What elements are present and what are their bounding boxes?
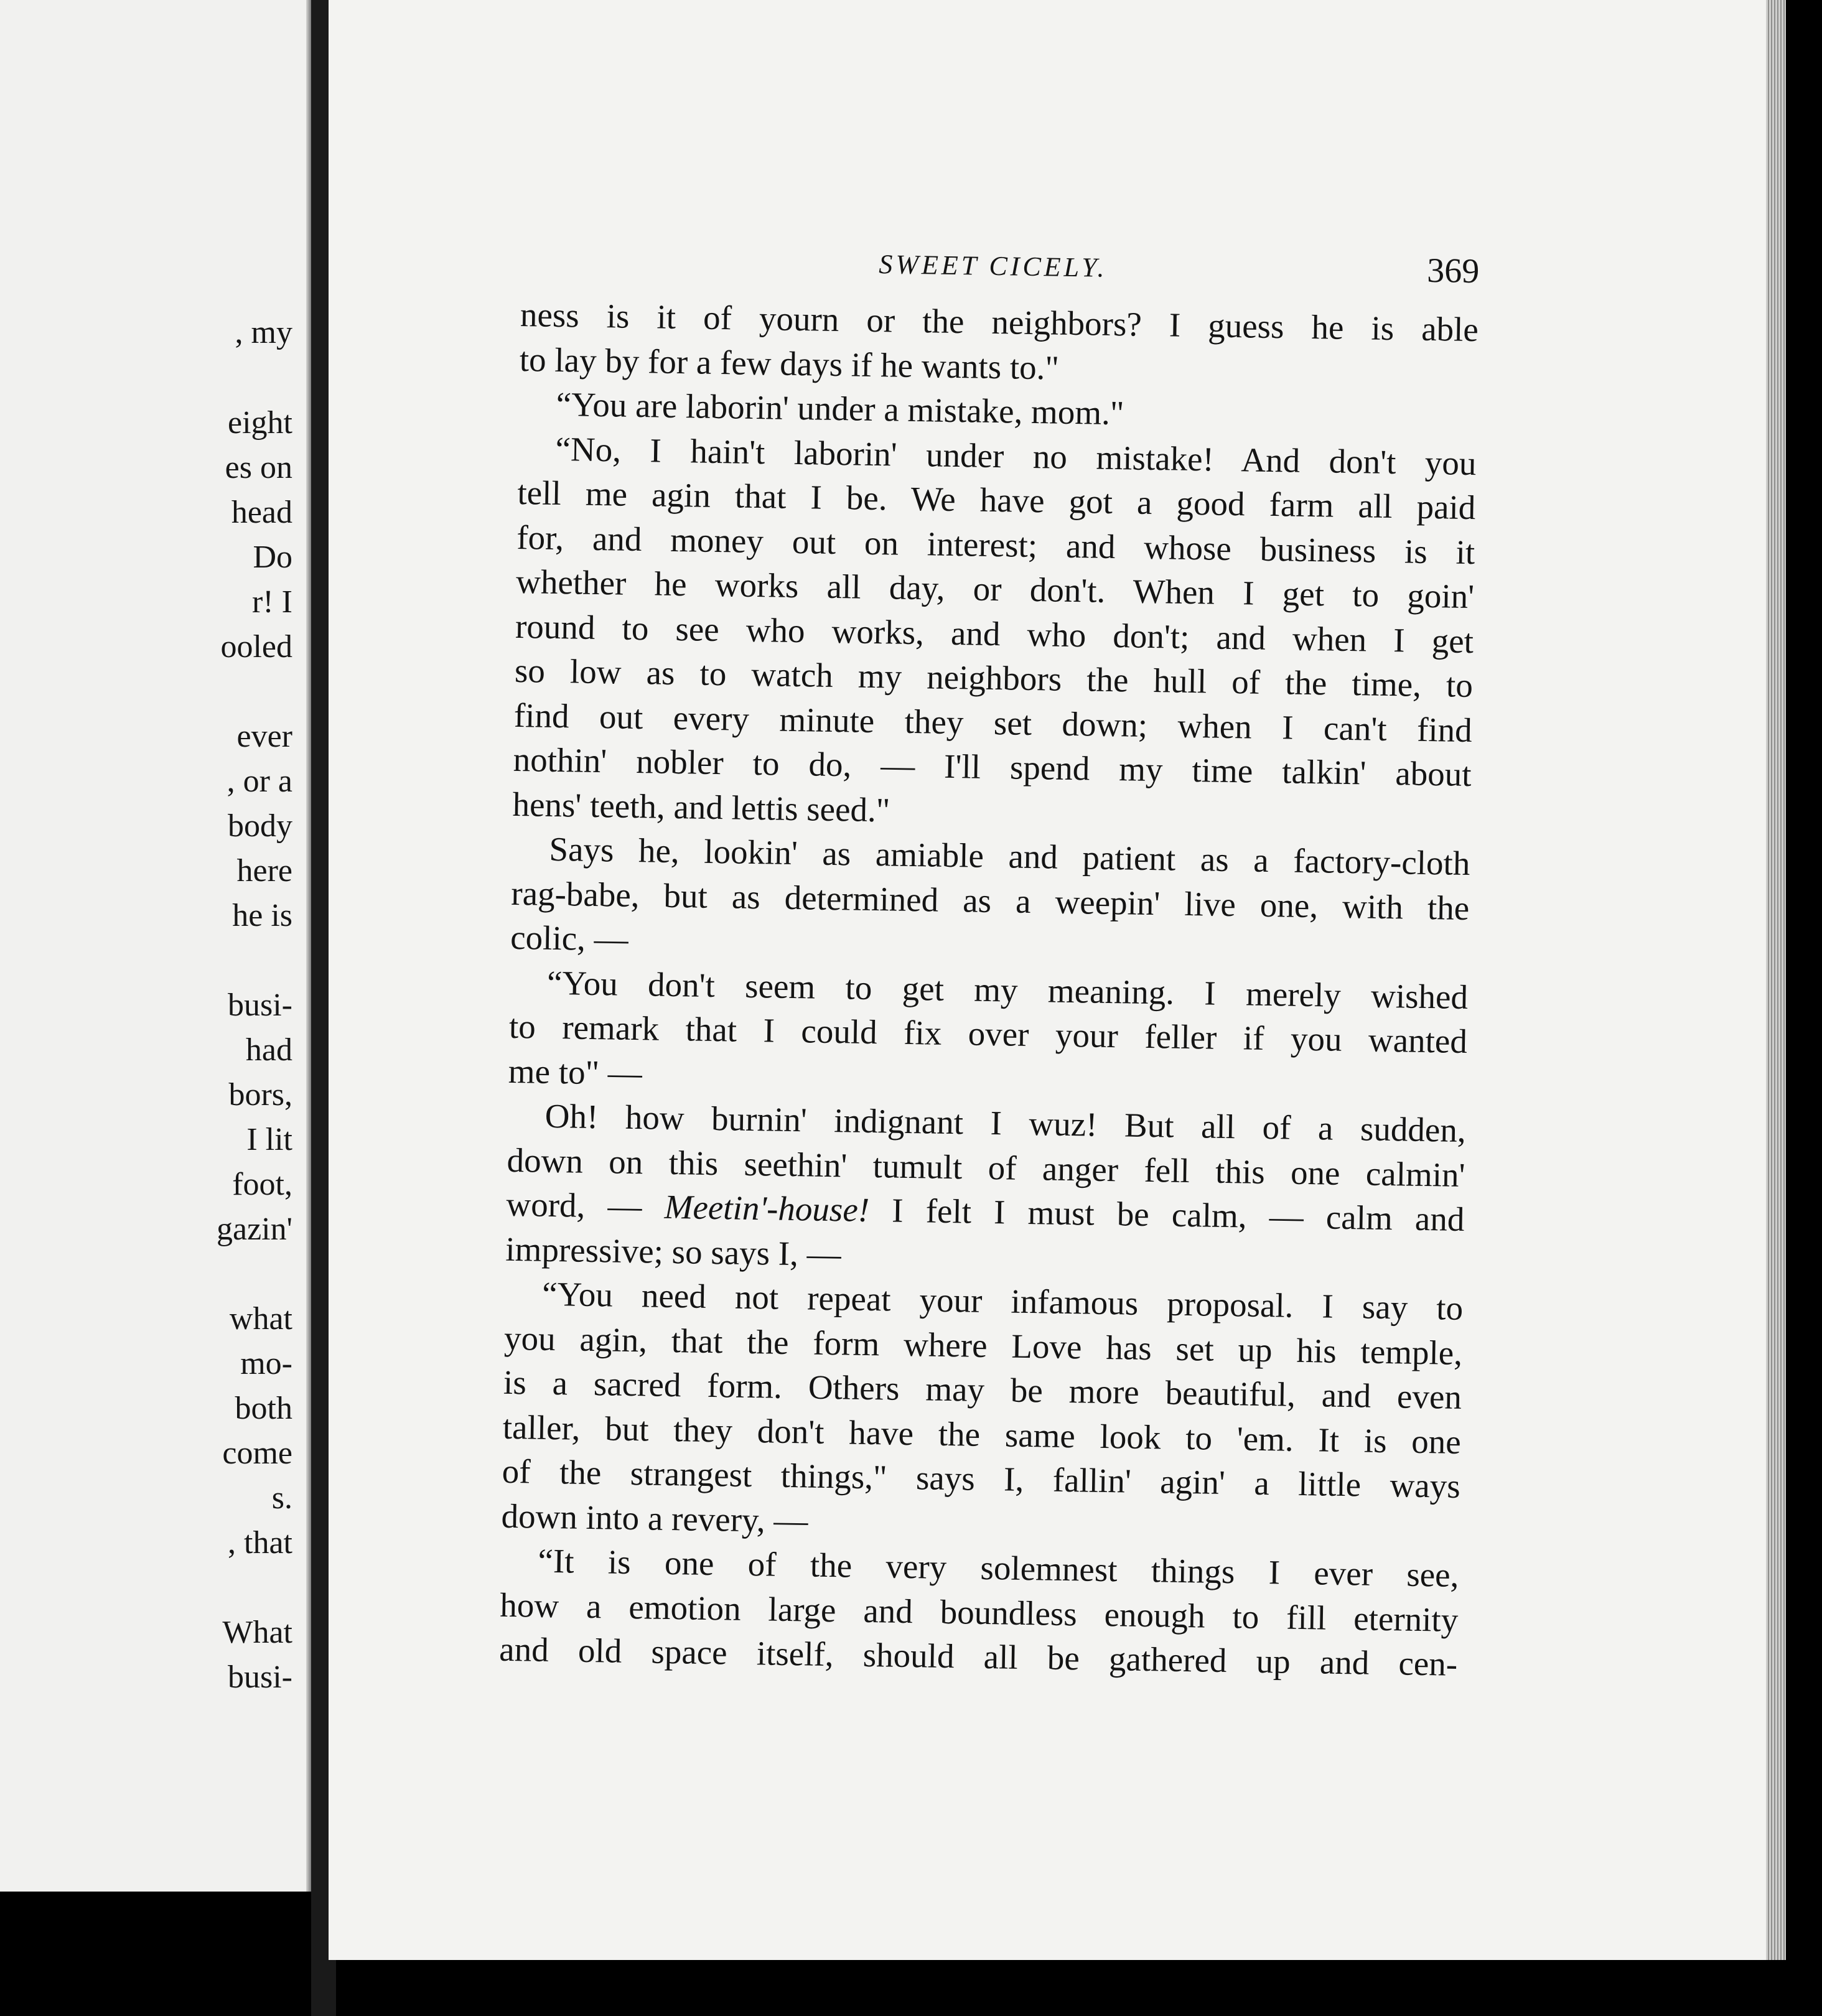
previous-page-line: busi- bbox=[228, 1659, 292, 1695]
text-line: Says he, lookin' as amiable and patient as a factory-cloth bbox=[549, 829, 1470, 883]
page-number: 369 bbox=[1426, 251, 1480, 291]
previous-page-line: es on bbox=[225, 450, 292, 485]
text-line: whether he works all day, or don't. When I get to goin' bbox=[515, 562, 1475, 616]
text-line: nothin' nobler to do, — I'll spend my time talkin' about bbox=[513, 740, 1472, 794]
text-line: round to see who works, and who don't; and when I get bbox=[515, 607, 1474, 660]
text-line: “It is one of the very solemnest things I ever see, bbox=[538, 1541, 1459, 1594]
previous-page-line: body bbox=[228, 808, 292, 844]
previous-page-line: bors, bbox=[228, 1077, 292, 1113]
text-line: colic, — bbox=[510, 918, 629, 958]
running-title: SWEET CICELY. bbox=[878, 249, 1108, 283]
previous-page-line: here bbox=[236, 853, 292, 889]
previous-page-line: I lit bbox=[246, 1122, 292, 1157]
text-line: and old space itself, should all be gathered up and cen- bbox=[498, 1630, 1458, 1683]
text-line: how a emotion large and boundless enough to fill eternity bbox=[499, 1585, 1459, 1639]
previous-page-line: had bbox=[245, 1032, 292, 1068]
previous-page-line: gazin' bbox=[217, 1211, 292, 1247]
previous-page-line: eight bbox=[228, 405, 292, 441]
text-line: of the strangest things," says I, fallin' agin' a little ways bbox=[502, 1452, 1461, 1505]
italic-emphasis: Meetin'-house! bbox=[664, 1187, 870, 1229]
page-edge-left bbox=[306, 0, 311, 1892]
previous-page-line: head bbox=[231, 495, 292, 530]
previous-page-line: , that bbox=[228, 1525, 292, 1561]
text-line: “You need not repeat your infamous proposal. I say to bbox=[541, 1274, 1464, 1327]
text-fragment: I felt I must be calm, — calm and bbox=[891, 1191, 1465, 1238]
previous-page-line: r! I bbox=[252, 584, 292, 620]
text-line: me to" — bbox=[508, 1052, 643, 1092]
page-stack-edge bbox=[1766, 0, 1786, 1960]
previous-page-line: Do bbox=[253, 539, 292, 575]
previous-page-line: , or a bbox=[227, 763, 292, 799]
previous-page bbox=[0, 0, 311, 1892]
text-line: “You are laborin' under a mistake, mom." bbox=[556, 385, 1124, 432]
previous-page-line: What bbox=[222, 1615, 292, 1650]
previous-page-line: both bbox=[235, 1391, 292, 1426]
text-line: “You don't seem to get my meaning. I merely wished bbox=[546, 963, 1469, 1016]
previous-page-line: come bbox=[222, 1435, 292, 1471]
previous-page-line: s. bbox=[271, 1480, 292, 1516]
previous-page-line: ever bbox=[236, 719, 292, 754]
text-fragment: word, — bbox=[506, 1185, 643, 1226]
page-content bbox=[499, 236, 1480, 1686]
text-line: for, and money out on interest; and whose business is it bbox=[516, 518, 1475, 571]
previous-page-line: mo- bbox=[240, 1346, 292, 1381]
previous-page-line: , my bbox=[235, 315, 292, 350]
previous-page-line: busi- bbox=[228, 987, 292, 1023]
previous-page-line: he is bbox=[232, 898, 292, 933]
current-page bbox=[329, 0, 1766, 1960]
text-line: is a sacred form. Others may be more beautiful, and even bbox=[503, 1363, 1462, 1416]
previous-page-line: what bbox=[229, 1301, 292, 1337]
text-line: you agin, that the form where Love has set up his temple, bbox=[503, 1318, 1463, 1372]
text-line: find out every minute they set down; when I can't find bbox=[513, 696, 1473, 749]
text-line: ness is it of yourn or the neighbors? I guess he is able bbox=[520, 295, 1479, 349]
text-line: to remark that I could fix over your feller if you wanted bbox=[508, 1007, 1468, 1061]
text-line: Oh! how burnin' indignant I wuz! But all of a sudden, bbox=[544, 1096, 1467, 1150]
text-line: to lay by for a few days if he wants to." bbox=[519, 340, 1060, 387]
text-line: down on this seethin' tumult of anger fell this one calmin' bbox=[507, 1141, 1465, 1194]
text-line: taller, but they don't have the same look to 'em. It is one bbox=[502, 1407, 1462, 1461]
text-line: so low as to watch my neighbors the hull of the time, to bbox=[514, 651, 1474, 705]
previous-page-line: foot, bbox=[232, 1167, 292, 1202]
text-line: tell me agin that I be. We have got a good farm all paid bbox=[517, 473, 1476, 527]
text-line: “No, I hain't laborin' under no mistake! And don't you bbox=[555, 429, 1477, 482]
text-line: impressive; so says I, — bbox=[505, 1230, 842, 1273]
previous-page-line: ooled bbox=[220, 629, 292, 665]
text-line: down into a revery, — bbox=[501, 1496, 808, 1539]
text-line: hens' teeth, and lettis seed." bbox=[512, 785, 890, 829]
text-line: rag-babe, but as determined as a weepin' live one, with the bbox=[510, 874, 1470, 927]
